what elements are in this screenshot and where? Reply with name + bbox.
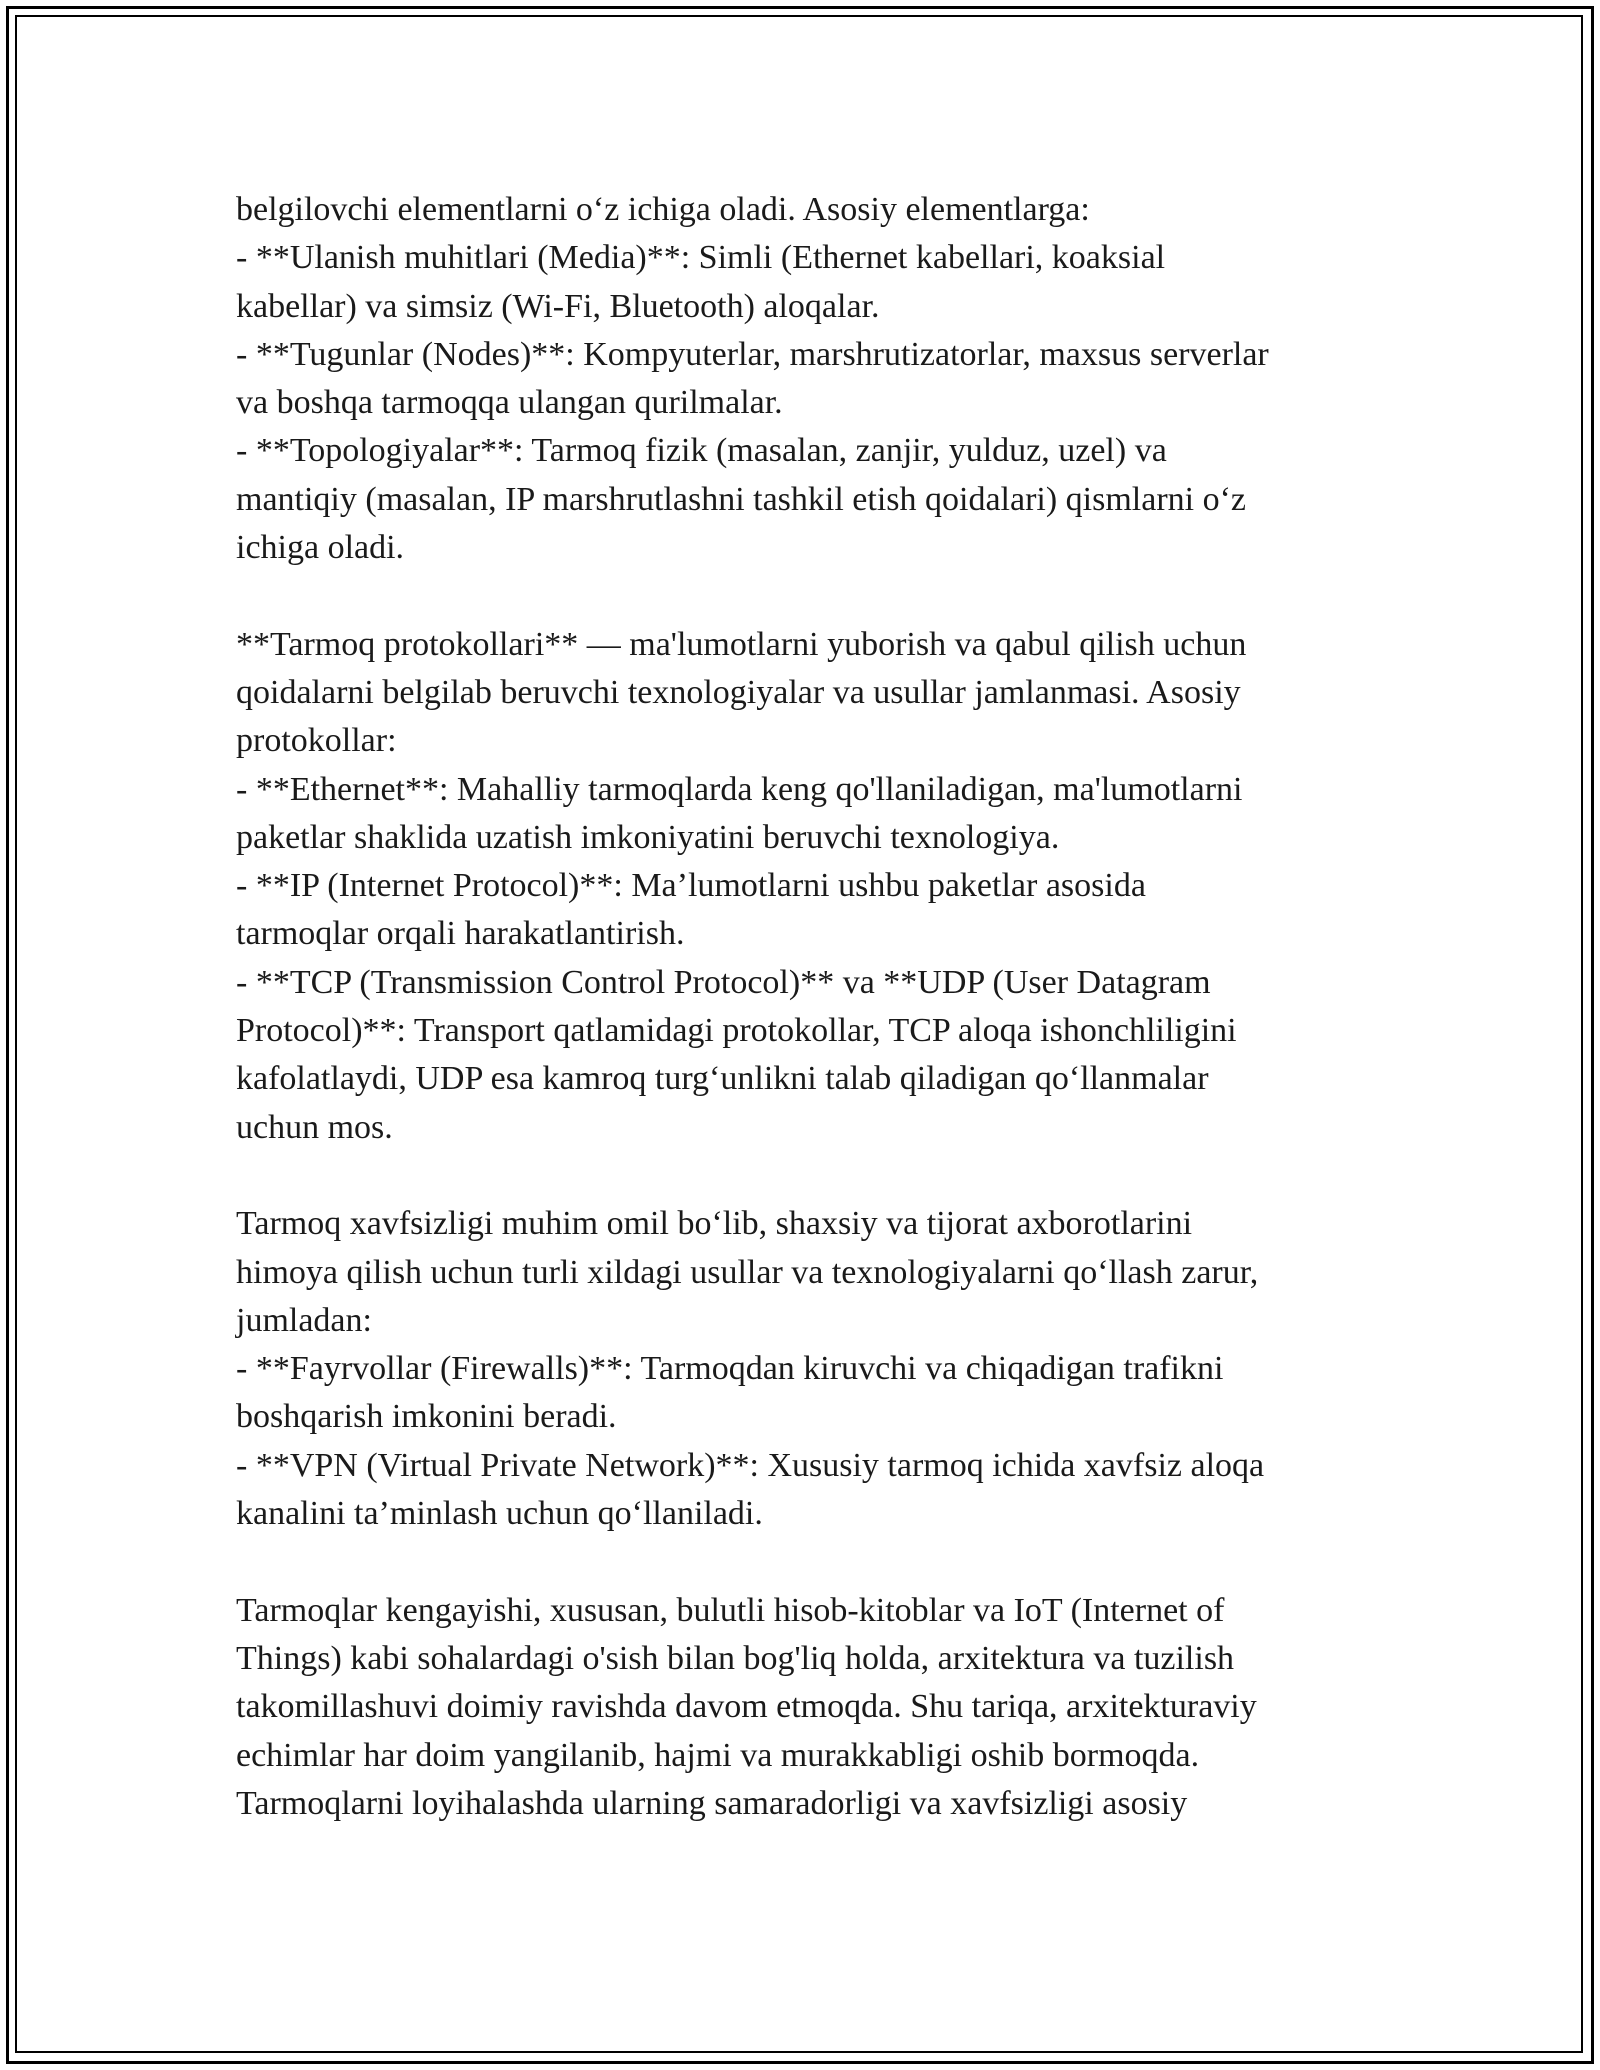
paragraph-network-elements <box>236 186 1366 572</box>
text-line: Tarmoq xavfsizligi muhim omil bo‘lib, shaxsiy va tijorat axborotlarini <box>236 1205 1193 1243</box>
text-line: takomillashuvi doimiy ravishda davom etmoqda. Shu tariqa, arxitekturaviy <box>236 1688 1257 1726</box>
text-line: kabellar) va simsiz (Wi-Fi, Bluetooth) aloqalar. <box>236 287 880 325</box>
text-line: Things) kabi sohalardagi o'sish bilan bog'liq holda, arxitektura va tuzilish <box>236 1639 1235 1677</box>
text-line: echimlar har doim yangilanib, hajmi va murakkabligi oshib bormoqda. <box>236 1736 1200 1774</box>
paragraph-spacer <box>236 1152 1366 1200</box>
paragraph-spacer <box>236 1538 1366 1586</box>
text-line: himoya qilish uchun turli xildagi usullar va texnologiyalarni qo‘llash zarur, <box>236 1253 1259 1291</box>
text-line: - **Topologiyalar**: Tarmoq fizik (masalan, zanjir, yulduz, uzel) va <box>236 432 1167 470</box>
text-line: Protocol)**: Transport qatlamidagi protokollar, TCP aloqa ishonchliligini <box>236 1012 1237 1050</box>
text-line: tarmoqlar orqali harakatlantirish. <box>236 915 685 953</box>
text-line: - **IP (Internet Protocol)**: Ma’lumotlarni ushbu paketlar asosida <box>236 867 1146 905</box>
text-line: uchun mos. <box>236 1108 393 1146</box>
text-line: va boshqa tarmoqqa ulangan qurilmalar. <box>236 384 783 422</box>
text-line: mantiqiy (masalan, IP marshrutlashni tashkil etish qoidalari) qismlarni o‘z <box>236 480 1247 518</box>
paragraph-network-protocols <box>236 621 1366 1152</box>
text-line: - **Fayrvollar (Firewalls)**: Tarmoqdan kiruvchi va chiqadigan trafikni <box>236 1350 1224 1388</box>
text-line: paketlar shaklida uzatish imkoniyatini beruvchi texnologiya. <box>236 818 1060 856</box>
text-line: Tarmoqlarni loyihalashda ularning samaradorligi va xavfsizligi asosiy <box>236 1784 1188 1822</box>
paragraph-network-growth <box>236 1587 1366 1828</box>
text-line: - **TCP (Transmission Control Protocol)** va **UDP (User Datagram <box>236 963 1211 1001</box>
text-line: ichiga oladi. <box>236 529 405 567</box>
text-line: protokollar: <box>236 722 397 760</box>
paragraph-spacer <box>236 572 1366 620</box>
text-line: belgilovchi elementlarni o‘z ichiga oladi. Asosiy elementlarga: <box>236 191 1090 228</box>
text-line: Tarmoqlar kengayishi, xususan, bulutli hisob-kitoblar va IoT (Internet of <box>236 1591 1225 1629</box>
text-line: kanalini ta’minlash uchun qo‘llaniladi. <box>236 1495 763 1533</box>
document-body <box>236 186 1366 1828</box>
text-line: kafolatlaydi, UDP esa kamroq turg‘unlikni talab qiladigan qo‘llanmalar <box>236 1060 1209 1098</box>
text-line: - **Ethernet**: Mahalliy tarmoqlarda keng qo'llaniladigan, ma'lumotlarni <box>236 770 1243 808</box>
paragraph-network-security <box>236 1200 1366 1538</box>
text-line: - **Tugunlar (Nodes)**: Kompyuterlar, marshrutizatorlar, maxsus serverlar <box>236 335 1269 373</box>
text-line: qoidalarni belgilab beruvchi texnologiyalar va usullar jamlanmasi. Asosiy <box>236 673 1241 711</box>
text-line: boshqarish imkonini beradi. <box>236 1398 617 1436</box>
text-line: **Tarmoq protokollari** — ma'lumotlarni yuborish va qabul qilish uchun <box>236 625 1247 663</box>
text-line: - **VPN (Virtual Private Network)**: Xususiy tarmoq ichida xavfsiz aloqa <box>236 1446 1265 1484</box>
text-line: jumladan: <box>236 1301 372 1339</box>
text-line: - **Ulanish muhitlari (Media)**: Simli (Ethernet kabellari, koaksial <box>236 239 1166 277</box>
